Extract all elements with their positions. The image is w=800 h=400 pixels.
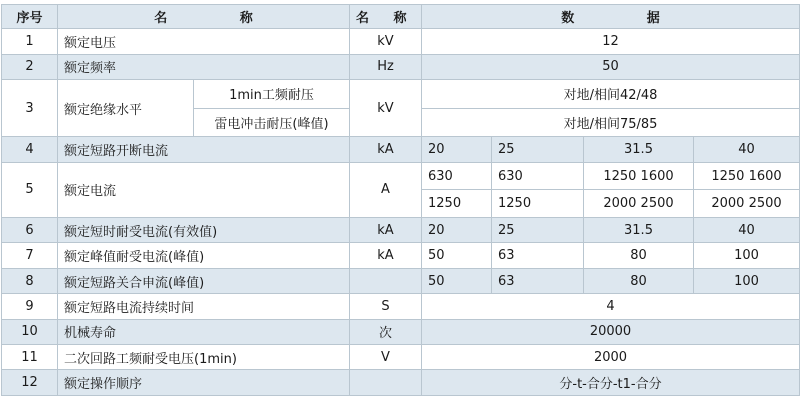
table-row xyxy=(2,80,800,109)
row-value: 25 xyxy=(492,137,584,162)
row-value: 50 xyxy=(422,243,492,268)
row-no: 7 xyxy=(2,243,58,268)
row-value: 100 xyxy=(694,268,800,293)
row-value: 对地/相间75/85 xyxy=(422,108,800,137)
row-value: 12 xyxy=(422,29,800,54)
row-name: 额定电流 xyxy=(58,162,350,217)
spec-table xyxy=(1,4,800,396)
table-row xyxy=(2,370,800,396)
table-header-row xyxy=(2,5,800,29)
row-value: 1250 xyxy=(492,190,584,218)
row-value: 40 xyxy=(694,137,800,162)
row-value: 63 xyxy=(492,268,584,293)
row-value: 20000 xyxy=(422,319,800,344)
header-no: 序号 xyxy=(2,5,58,29)
row-unit: kV xyxy=(350,29,422,54)
row-unit: V xyxy=(350,345,422,370)
table-row xyxy=(2,319,800,344)
table-row xyxy=(2,243,800,268)
row-value: 4 xyxy=(422,294,800,319)
row-unit xyxy=(350,370,422,396)
row-value: 50 xyxy=(422,268,492,293)
row-name: 额定短路开断电流 xyxy=(58,137,350,162)
row-value: 1250 xyxy=(422,190,492,218)
row-subname: 雷电冲击耐压(峰值) xyxy=(194,108,350,137)
row-unit: kA xyxy=(350,137,422,162)
row-value: 31.5 xyxy=(584,218,694,243)
row-no: 11 xyxy=(2,345,58,370)
header-data: 数 据 xyxy=(422,5,800,29)
row-value: 630 xyxy=(422,162,492,190)
table-row xyxy=(2,345,800,370)
row-value: 63 xyxy=(492,243,584,268)
row-no: 6 xyxy=(2,218,58,243)
header-name: 名 称 xyxy=(58,5,350,29)
table-row xyxy=(2,218,800,243)
row-name: 额定频率 xyxy=(58,54,350,79)
table-row xyxy=(2,162,800,190)
row-value: 80 xyxy=(584,243,694,268)
row-no: 2 xyxy=(2,54,58,79)
header-unit: 名 称 xyxy=(350,5,422,29)
row-name: 额定绝缘水平 xyxy=(58,80,194,137)
row-name: 额定峰值耐受电流(峰值) xyxy=(58,243,350,268)
row-name: 额定操作顺序 xyxy=(58,370,350,396)
row-no: 12 xyxy=(2,370,58,396)
row-value: 2000 2500 xyxy=(694,190,800,218)
row-no: 3 xyxy=(2,80,58,137)
row-unit: kV xyxy=(350,80,422,137)
row-unit: S xyxy=(350,294,422,319)
row-value: 31.5 xyxy=(584,137,694,162)
table-row xyxy=(2,137,800,162)
row-no: 4 xyxy=(2,137,58,162)
row-value: 25 xyxy=(492,218,584,243)
row-value: 2000 xyxy=(422,345,800,370)
row-no: 10 xyxy=(2,319,58,344)
row-unit: kA xyxy=(350,243,422,268)
row-unit: A xyxy=(350,162,422,217)
row-value: 1250 1600 xyxy=(694,162,800,190)
row-name: 额定短时耐受电流(有效值) xyxy=(58,218,350,243)
row-unit xyxy=(350,268,422,293)
row-no: 1 xyxy=(2,29,58,54)
table-row xyxy=(2,29,800,54)
row-value: 50 xyxy=(422,54,800,79)
row-value: 20 xyxy=(422,137,492,162)
row-value: 1250 1600 xyxy=(584,162,694,190)
row-value: 2000 2500 xyxy=(584,190,694,218)
row-value: 对地/相间42/48 xyxy=(422,80,800,109)
row-unit: 次 xyxy=(350,319,422,344)
row-value: 20 xyxy=(422,218,492,243)
row-value: 630 xyxy=(492,162,584,190)
row-name: 机械寿命 xyxy=(58,319,350,344)
row-no: 8 xyxy=(2,268,58,293)
table-row xyxy=(2,54,800,79)
table-row xyxy=(2,268,800,293)
row-value: 80 xyxy=(584,268,694,293)
row-no: 9 xyxy=(2,294,58,319)
row-no: 5 xyxy=(2,162,58,217)
row-value: 100 xyxy=(694,243,800,268)
row-value: 分-t-合分-t1-合分 xyxy=(422,370,800,396)
row-name: 额定短路电流持续时间 xyxy=(58,294,350,319)
row-name: 二次回路工频耐受电压(1min) xyxy=(58,345,350,370)
row-name: 额定短路关合申流(峰值) xyxy=(58,268,350,293)
row-subname: 1min工频耐压 xyxy=(194,80,350,109)
row-value: 40 xyxy=(694,218,800,243)
row-unit: kA xyxy=(350,218,422,243)
row-unit: Hz xyxy=(350,54,422,79)
table-row xyxy=(2,294,800,319)
row-name: 额定电压 xyxy=(58,29,350,54)
